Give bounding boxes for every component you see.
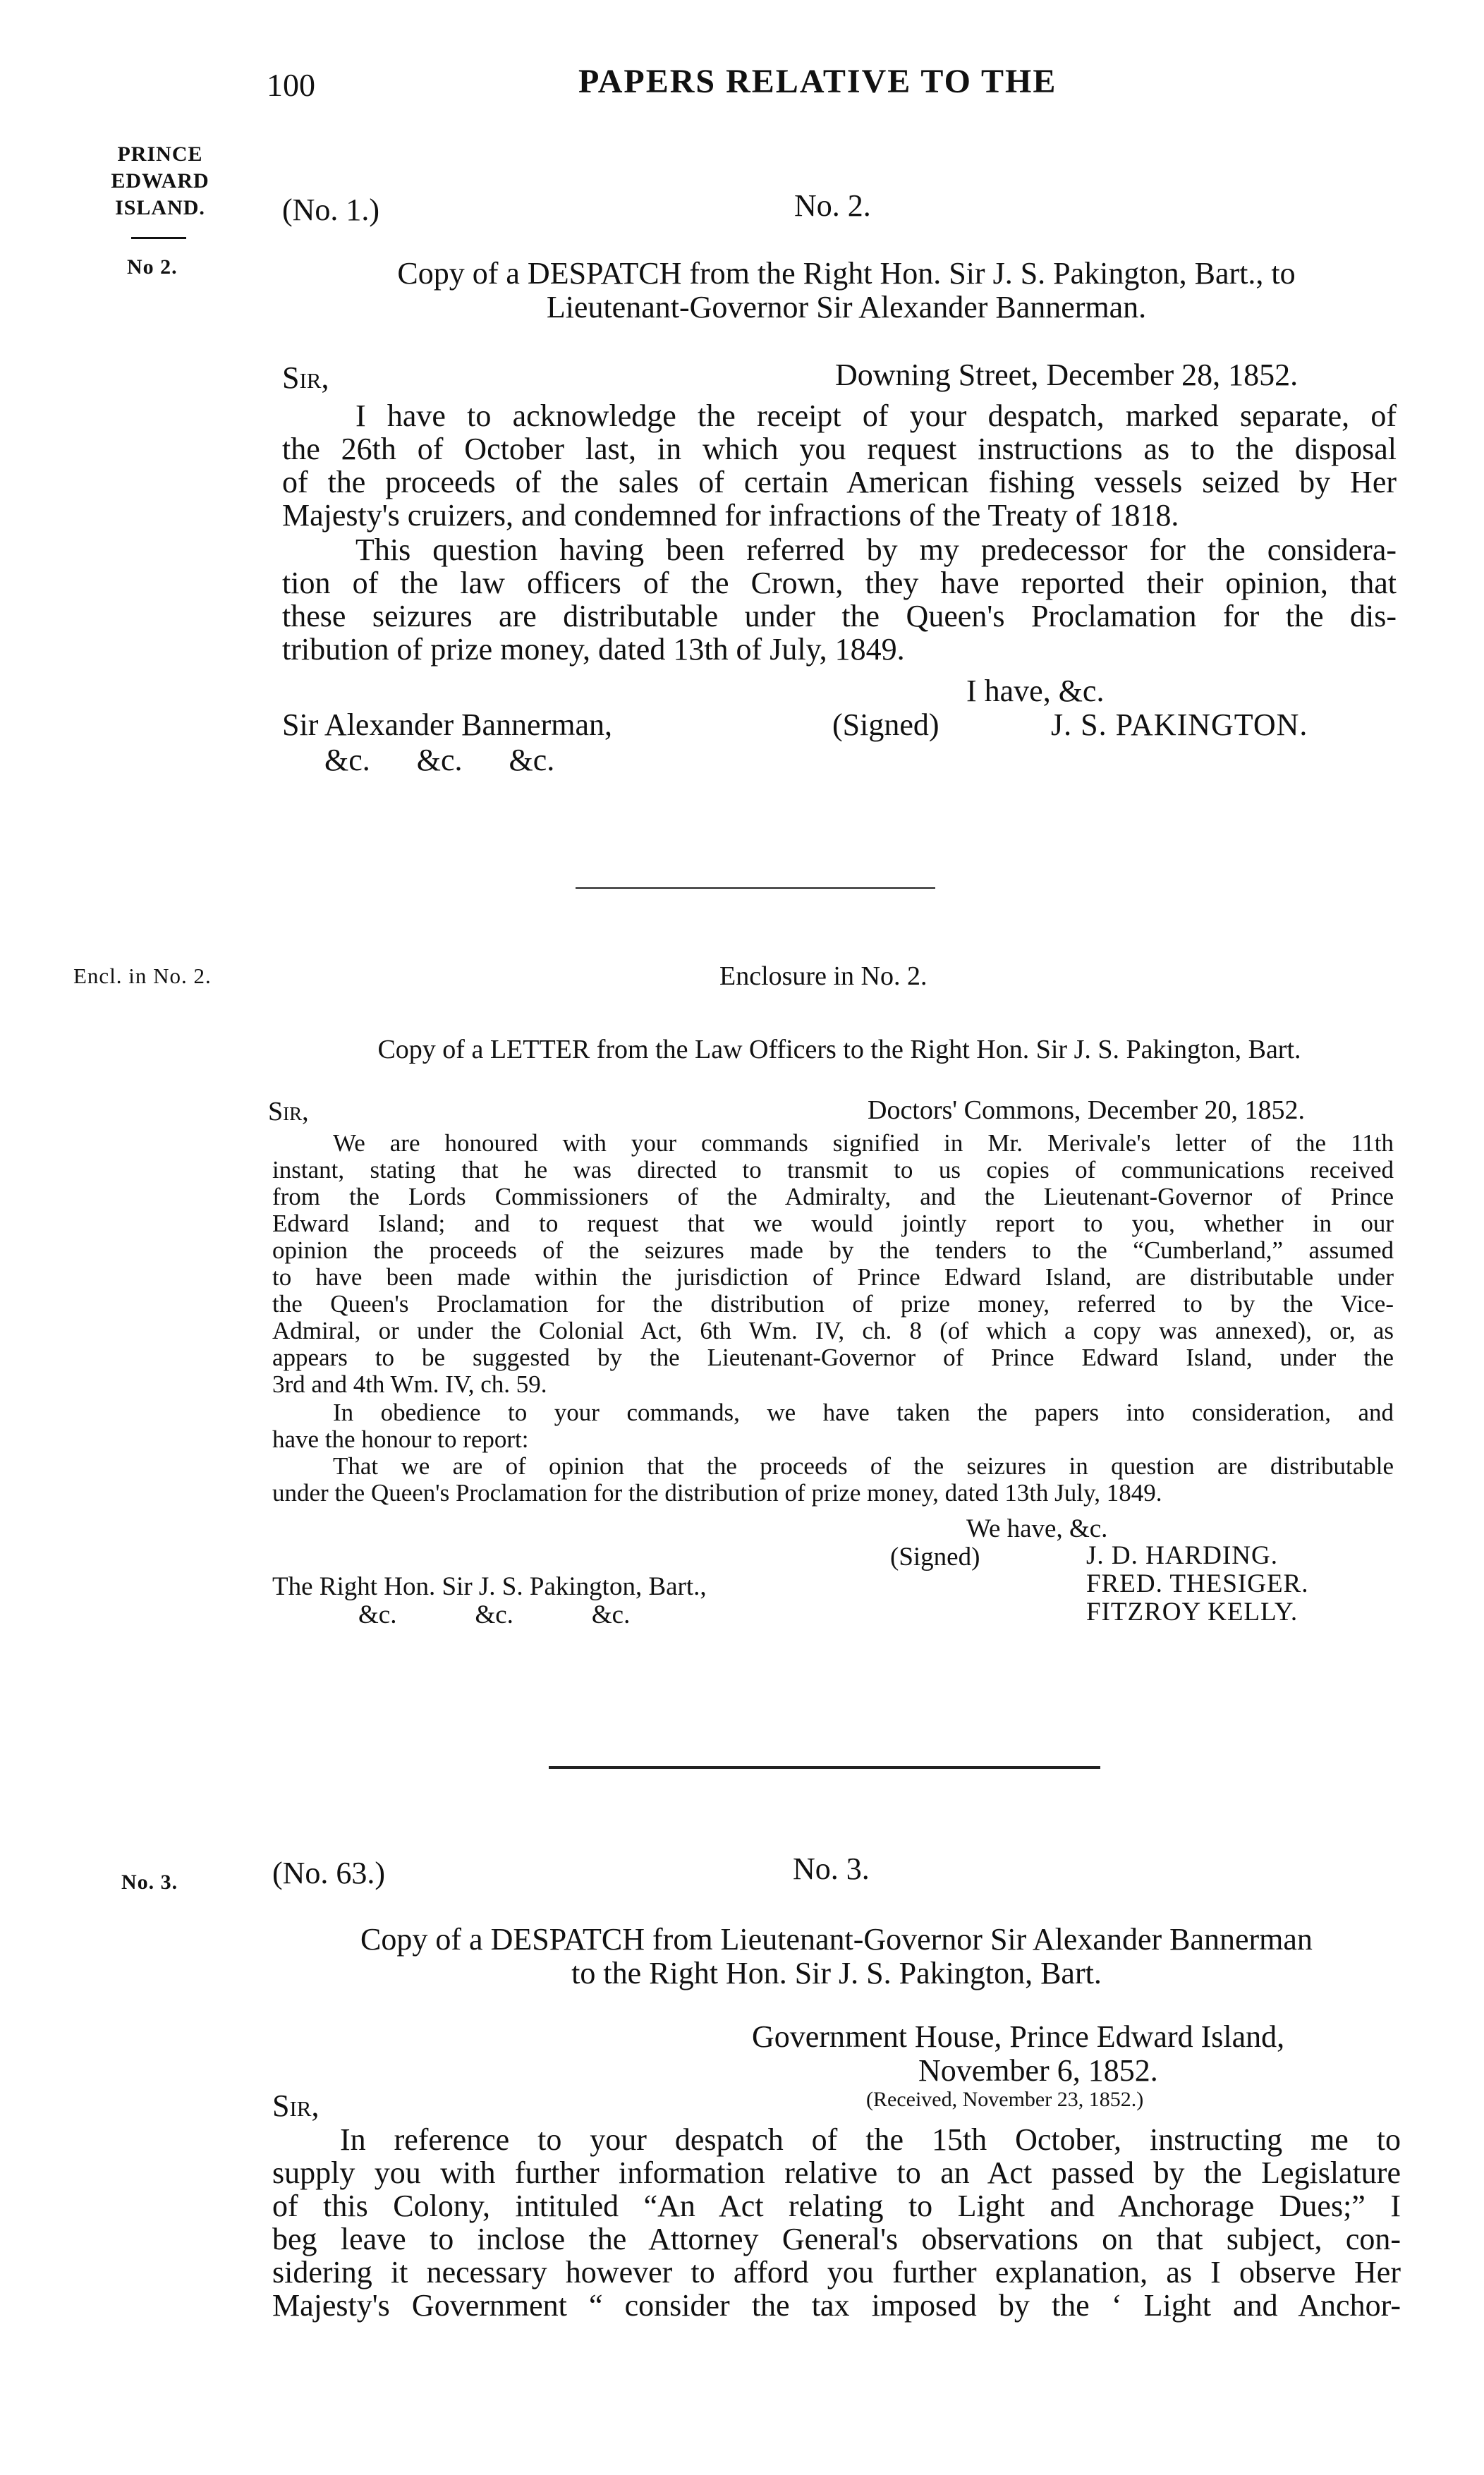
enclosure-place-date: Doctors' Commons, December 20, 1852. — [868, 1095, 1306, 1125]
text-line: beg leave to inclose the Attorney General's observations on that subject, con- — [272, 2222, 1401, 2256]
addressee: Sir Alexander Bannerman, — [282, 707, 612, 742]
signature: J. S. PAKINGTON. — [1051, 707, 1308, 742]
received-date: (Received, November 23, 1852.) — [866, 2088, 1144, 2111]
enclosure-paragraph-2 — [272, 1399, 1394, 1453]
margin-location-line: EDWARD — [111, 169, 209, 193]
text-line: tribution of prize money, dated 13th of July, 1849. — [282, 632, 905, 667]
margin-location-line: PRINCE — [117, 142, 203, 166]
margin-note-enclosure: Encl. in No. 2. — [73, 963, 212, 988]
despatch-paragraph-1 — [282, 399, 1397, 532]
text-line: tion of the law officers of the Crown, they have reported their opinion, that — [282, 566, 1397, 600]
despatch3-reference: (No. 63.) — [272, 1856, 386, 1890]
text-line: instant, stating that he was directed to transmit to us copies of communications received — [272, 1156, 1394, 1184]
etc-line: &c. &c. &c. — [324, 743, 555, 777]
text-line: appears to be suggested by the Lieutenant-Governor of Prince Edward Island, under the — [272, 1344, 1394, 1371]
page-number: 100 — [267, 67, 315, 103]
place-date: Downing Street, December 28, 1852. — [835, 358, 1298, 392]
despatch3-date: November 6, 1852. — [918, 2053, 1158, 2088]
enclosure-paragraph-3 — [272, 1453, 1394, 1507]
despatch3-paragraph-1 — [272, 2123, 1401, 2322]
text-line: sidering it necessary however to afford you further explanation, as I observe Her — [272, 2255, 1401, 2289]
salutation: Sir, — [282, 360, 329, 395]
enclosure-closing: We have, &c. — [966, 1514, 1108, 1543]
despatch-title-line1: Copy of a DESPATCH from the Right Hon. Sir J. S. Pakington, Bart., to — [397, 256, 1296, 291]
text-line: of this Colony, intituled “An Act relating to Light and Anchorage Dues;” I — [272, 2189, 1401, 2223]
text-line: In reference to your despatch of the 15th October, instructing me to — [340, 2122, 1401, 2157]
signed-label: (Signed) — [832, 707, 939, 742]
text-line: We are honoured with your commands signified in Mr. Merivale's letter of the 11th — [333, 1129, 1394, 1157]
text-line: Majesty's cruizers, and condemned for infractions of the Treaty of 1818. — [282, 498, 1179, 533]
text-line: of the proceeds of the sales of certain American fishing vessels seized by Her — [282, 465, 1397, 499]
margin-location-note — [93, 141, 227, 221]
margin-note-no2: No 2. — [127, 255, 178, 279]
enclosure-salutation: Sir, — [268, 1097, 309, 1126]
enclosure-etc-line: &c. &c. &c. — [358, 1600, 631, 1629]
margin-location-line: ISLAND. — [115, 196, 205, 219]
despatch-number: No. 2. — [794, 188, 871, 223]
text-line: Majesty's Government “ consider the tax imposed by the ‘ Light and Anchor- — [272, 2288, 1401, 2323]
despatch-reference: (No. 1.) — [282, 193, 380, 227]
text-line: Admiral, or under the Colonial Act, 6th Wm. IV, ch. 8 (of which a copy was annexed), or, as — [272, 1317, 1394, 1344]
enclosure-addressee: The Right Hon. Sir J. S. Pakington, Bart., — [272, 1572, 707, 1601]
enclosure-signed-label: (Signed) — [890, 1543, 980, 1571]
closing: I have, &c. — [966, 674, 1105, 708]
text-line: I have to acknowledge the receipt of your despatch, marked separate, of — [355, 399, 1397, 433]
margin-note-no3: No. 3. — [121, 1871, 178, 1894]
despatch3-title-line1: Copy of a DESPATCH from Lieutenant-Governor Sir Alexander Bannerman — [360, 1922, 1313, 1957]
despatch3-title-line2: to the Right Hon. Sir J. S. Pakington, Bart. — [571, 1956, 1102, 1990]
text-line: supply you with further information relative to an Act passed by the Legislature — [272, 2155, 1401, 2190]
despatch-paragraph-2 — [282, 533, 1397, 666]
text-line: That we are of opinion that the proceeds of the seizures in question are distributable — [333, 1452, 1394, 1480]
enclosure-title: Copy of a LETTER from the Law Officers to the Right Hon. Sir J. S. Pakington, Bart. — [377, 1035, 1301, 1064]
signatories — [1086, 1542, 1308, 1626]
text-line: opinion the proceeds of the seizures made by the tenders to the “Cumberland,” assumed — [272, 1236, 1394, 1264]
despatch3-place: Government House, Prince Edward Island, — [752, 2019, 1285, 2054]
signatory: FITZROY KELLY. — [1086, 1598, 1298, 1626]
text-line: have the honour to report: — [272, 1425, 529, 1453]
text-line: the 26th of October last, in which you request instructions as to the disposal — [282, 432, 1397, 466]
text-line: This question having been referred by my predecessor for the considera- — [355, 533, 1397, 567]
text-line: Edward Island; and to request that we would jointly report to you, whether in our — [272, 1210, 1394, 1237]
despatch-title-line2: Lieutenant-Governor Sir Alexander Bannerman. — [546, 290, 1147, 324]
text-line: 3rd and 4th Wm. IV, ch. 59. — [272, 1370, 547, 1398]
enclosure-heading: Enclosure in No. 2. — [719, 961, 928, 991]
text-line: the Queen's Proclamation for the distribution of prize money, referred to by the Vice- — [272, 1290, 1394, 1318]
signatory: FRED. THESIGER. — [1086, 1569, 1309, 1598]
section-divider — [549, 1766, 1100, 1769]
text-line: under the Queen's Proclamation for the distribution of prize money, dated 13th July, 1849. — [272, 1479, 1162, 1507]
margin-divider — [131, 237, 186, 239]
text-line: In obedience to your commands, we have taken the papers into consideration, and — [333, 1399, 1394, 1426]
text-line: these seizures are distributable under the Queen's Proclamation for the dis- — [282, 599, 1397, 633]
despatch3-salutation: Sir, — [272, 2088, 320, 2123]
despatch3-number: No. 3. — [793, 1851, 870, 1886]
text-line: from the Lords Commissioners of the Admiralty, and the Lieutenant-Governor of Prince — [272, 1183, 1394, 1210]
running-title: PAPERS RELATIVE TO THE — [578, 63, 1057, 100]
section-divider — [576, 887, 935, 889]
signatory: J. D. HARDING. — [1086, 1541, 1278, 1570]
enclosure-paragraph-1 — [272, 1130, 1394, 1398]
text-line: to have been made within the jurisdiction of Prince Edward Island, are distributable under — [272, 1263, 1394, 1291]
